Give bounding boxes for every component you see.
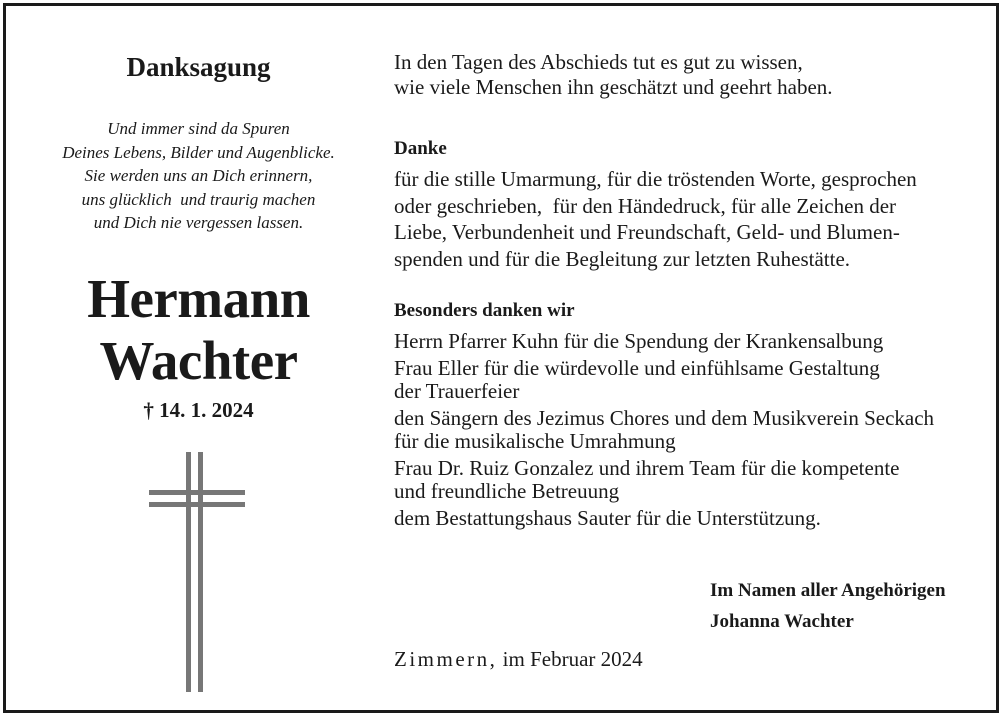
special-thanks-line: und freundliche Betreuung bbox=[394, 479, 620, 503]
cross-icon bbox=[149, 452, 249, 692]
special-thanks-line: Frau Dr. Ruiz Gonzalez und ihrem Team für die kompetente bbox=[394, 455, 900, 480]
poem-line: uns glücklich und traurig machen bbox=[81, 189, 316, 209]
signature-name: Johanna Wachter bbox=[710, 611, 854, 632]
intro-line: In den Tagen des Abschieds tut es gut zu wissen, bbox=[394, 50, 803, 74]
heading-danksagung: Danksagung bbox=[126, 52, 271, 82]
poem-line: und Dich nie vergessen lassen. bbox=[93, 213, 304, 232]
special-thanks-line: für die musikalische Umrahmung bbox=[394, 429, 676, 453]
place: Zimmern, bbox=[394, 647, 498, 671]
poem-line: Sie werden uns an Dich erinnern, bbox=[84, 166, 313, 185]
special-thanks-line: dem Bestattungshaus Sauter für die Unterstützung. bbox=[394, 505, 821, 530]
signature-line-1: Im Namen aller Angehörigen bbox=[710, 580, 946, 601]
poem bbox=[6, 117, 391, 235]
obituary-notice bbox=[3, 3, 999, 713]
special-thanks-list bbox=[394, 328, 934, 531]
place-date bbox=[394, 647, 643, 672]
special-thanks-line: der Trauerfeier bbox=[394, 379, 520, 403]
thanks-text bbox=[394, 166, 917, 272]
intro-line: wie viele Menschen ihn geschätzt und geehrt haben. bbox=[394, 74, 833, 99]
special-thanks-line: Herrn Pfarrer Kuhn für die Spendung der Krankensalbung bbox=[394, 329, 884, 353]
special-thanks-line: Frau Eller für die würdevolle und einfühlsame Gestaltung bbox=[394, 355, 880, 380]
thanks-line: Liebe, Verbundenheit und Freundschaft, Geld- und Blumen- bbox=[394, 220, 900, 244]
special-thanks-heading: Besonders danken wir bbox=[394, 300, 575, 321]
thanks-line: oder geschrieben, für den Händedruck, für alle Zeichen der bbox=[394, 193, 897, 218]
poem-line: Und immer sind da Spuren bbox=[107, 119, 290, 138]
intro bbox=[394, 50, 833, 99]
death-date: † 14. 1. 2024 bbox=[143, 398, 254, 422]
thanks-line: spenden und für die Begleitung zur letzten Ruhestätte. bbox=[394, 246, 851, 271]
deceased-first-name: Hermann bbox=[87, 268, 310, 329]
special-thanks-line: den Sängern des Jezimus Chores und dem Musikverein Seckach bbox=[394, 405, 935, 430]
deceased-last-name: Wachter bbox=[99, 330, 298, 391]
date: im Februar 2024 bbox=[502, 647, 643, 671]
thanks-line: für die stille Umarmung, für die tröstenden Worte, gesprochen bbox=[394, 167, 917, 191]
thanks-heading: Danke bbox=[394, 138, 447, 159]
poem-line: Deines Lebens, Bilder und Augenblicke. bbox=[62, 142, 335, 162]
